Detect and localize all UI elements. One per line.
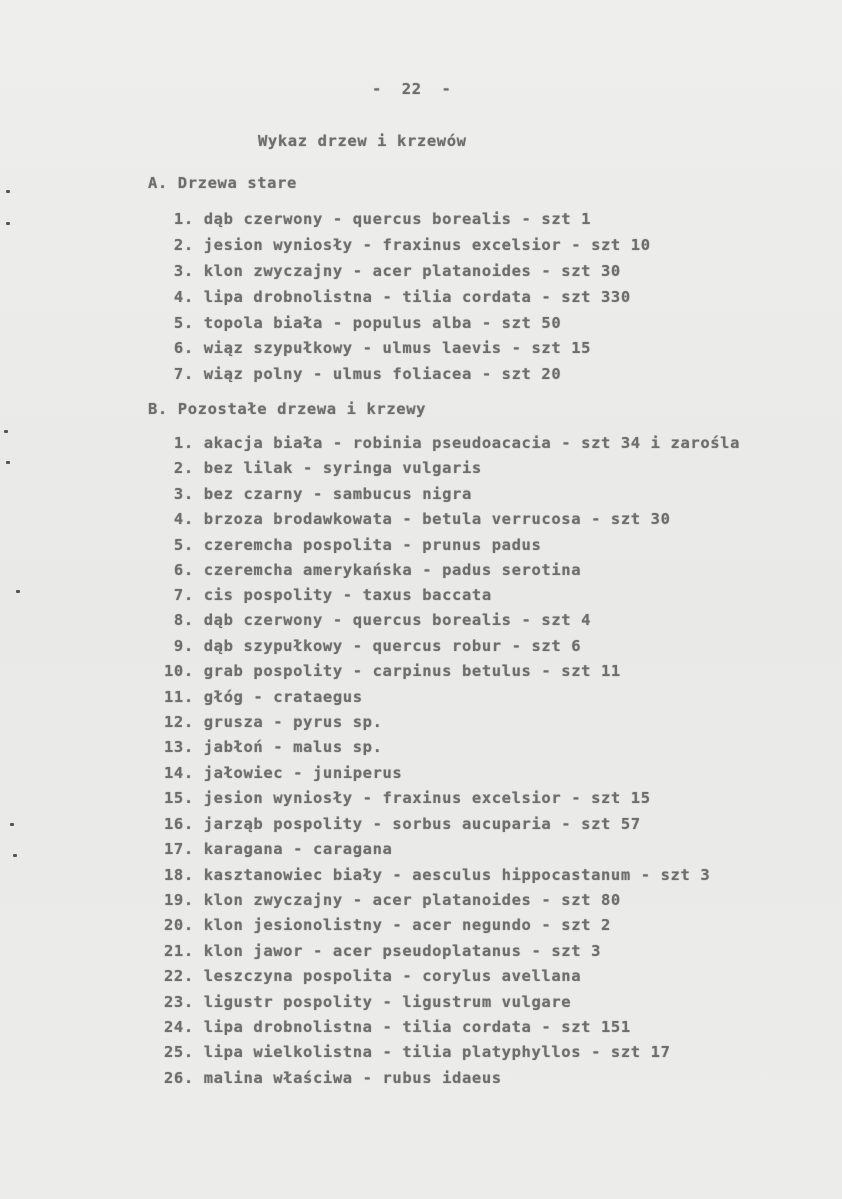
list-item: 6. wiąz szypułkowy - ulmus laevis - szt 15 <box>164 339 592 357</box>
list-item: 22. leszczyna pospolita - corylus avellana <box>164 967 582 985</box>
list-item: 8. dąb czerwony - quercus borealis - szt 4 <box>164 611 592 629</box>
list-item: 15. jesion wyniosły - fraxinus excelsior - szt 15 <box>164 789 651 807</box>
list-item: 17. karagana - caragana <box>164 840 393 858</box>
document-title: Wykaz drzew i krzewów <box>258 132 467 150</box>
list-item: 5. topola biała - populus alba - szt 50 <box>164 314 562 332</box>
list-item: 1. dąb czerwony - quercus borealis - szt 1 <box>164 210 592 228</box>
list-item: 16. jarząb pospolity - sorbus aucuparia - szt 57 <box>164 815 641 833</box>
page-number: - 22 - <box>372 80 452 98</box>
list-item: 12. grusza - pyrus sp. <box>164 713 383 731</box>
section-b-heading: B. Pozostałe drzewa i krzewy <box>148 400 427 418</box>
list-item: 24. lipa drobnolistna - tilia cordata - szt 151 <box>164 1018 631 1036</box>
list-item: 4. brzoza brodawkowata - betula verrucosa - szt 30 <box>164 510 671 528</box>
list-item: 3. klon zwyczajny - acer platanoides - szt 30 <box>164 262 621 280</box>
list-item: 11. głóg - crataegus <box>164 688 363 706</box>
list-item: 6. czeremcha amerykańska - padus serotina <box>164 561 582 579</box>
list-item: 25. lipa wielkolistna - tilia platyphyllos - szt 17 <box>164 1043 671 1061</box>
margin-dot <box>6 461 10 464</box>
list-item: 18. kasztanowiec biały - aesculus hippocastanum - szt 3 <box>164 866 711 884</box>
list-item: 2. jesion wyniosły - fraxinus excelsior - szt 10 <box>164 236 651 254</box>
margin-dot <box>10 823 14 826</box>
section-a-heading: A. Drzewa stare <box>148 174 297 192</box>
margin-dot <box>4 430 8 433</box>
list-item: 21. klon jawor - acer pseudoplatanus - szt 3 <box>164 942 601 960</box>
list-item: 23. ligustr pospolity - ligustrum vulgare <box>164 993 572 1011</box>
list-item: 13. jabłoń - malus sp. <box>164 738 383 756</box>
margin-dot <box>6 190 10 193</box>
list-item: 3. bez czarny - sambucus nigra <box>164 485 472 503</box>
list-item: 7. cis pospolity - taxus baccata <box>164 586 492 604</box>
list-item: 2. bez lilak - syringa vulgaris <box>164 459 482 477</box>
margin-dot <box>13 854 17 857</box>
list-item: 4. lipa drobnolistna - tilia cordata - szt 330 <box>164 288 631 306</box>
list-item: 7. wiąz polny - ulmus foliacea - szt 20 <box>164 365 562 383</box>
margin-dot <box>6 222 10 225</box>
list-item: 26. malina właściwa - rubus idaeus <box>164 1069 502 1087</box>
list-item: 10. grab pospolity - carpinus betulus - szt 11 <box>164 662 621 680</box>
margin-dot <box>16 590 20 593</box>
list-item: 1. akacja biała - robinia pseudoacacia - szt 34 i zarośla <box>164 434 741 452</box>
list-item: 5. czeremcha pospolita - prunus padus <box>164 536 542 554</box>
list-item: 19. klon zwyczajny - acer platanoides - szt 80 <box>164 891 621 909</box>
list-item: 14. jałowiec - juniperus <box>164 764 403 782</box>
list-item: 20. klon jesionolistny - acer negundo - szt 2 <box>164 916 611 934</box>
list-item: 9. dąb szypułkowy - quercus robur - szt 6 <box>164 637 582 655</box>
